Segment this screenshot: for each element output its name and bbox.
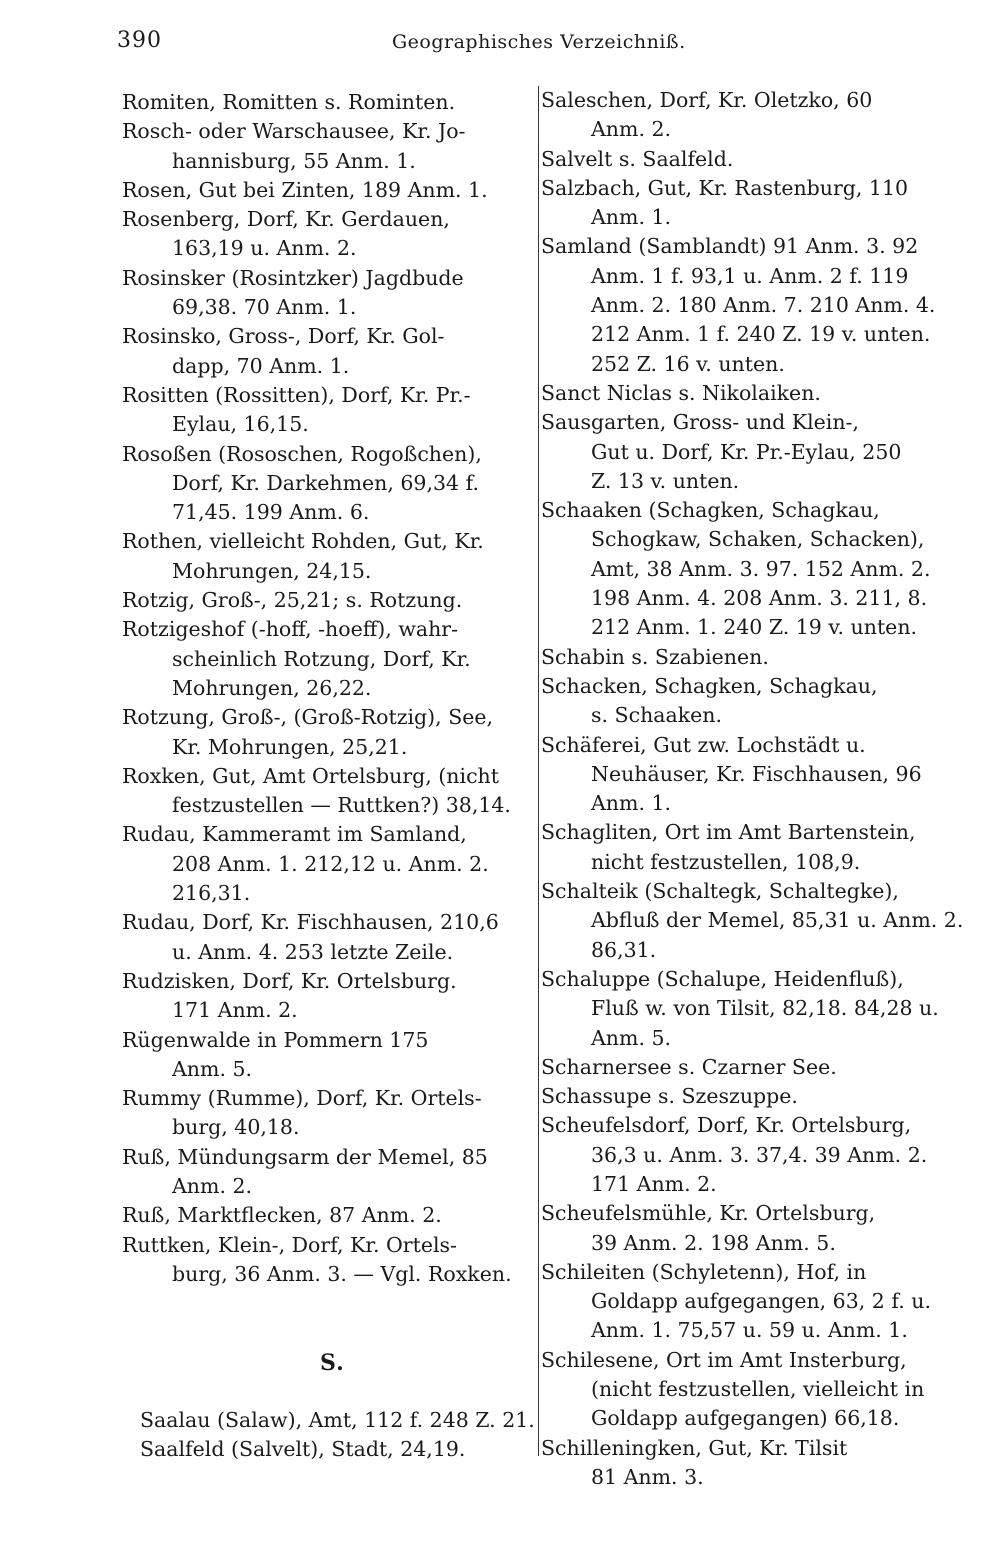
entry-line: Rosch- oder Warschausee, Kr. Jo- bbox=[122, 119, 466, 144]
entry-continuation: 198 Anm. 4. 208 Anm. 3. 211, 8. bbox=[591, 586, 928, 611]
index-entry bbox=[122, 703, 532, 762]
entry-continuation: u. Anm. 4. 253 letzte Zeile. bbox=[172, 939, 454, 964]
index-entry bbox=[541, 1258, 950, 1346]
entry-line: Samland (Samblandt) 91 Anm. 3. 92 bbox=[541, 234, 919, 259]
index-entry bbox=[122, 527, 532, 586]
index-entry bbox=[122, 908, 532, 967]
index-entry bbox=[541, 672, 950, 731]
entry-continuation: Anm. 1 f. 93,1 u. Anm. 2 f. 119 bbox=[591, 263, 909, 288]
entry-continuation: 69,38. 70 Anm. 1. bbox=[172, 295, 357, 320]
section-letter: S. bbox=[320, 1350, 345, 1376]
entry-continuation: burg, 36 Anm. 3. — Vgl. Roxken. bbox=[172, 1261, 512, 1286]
entry-line: Rosen, Gut bei Zinten, 189 Anm. 1. bbox=[122, 177, 488, 202]
entry-continuation: Goldapp aufgegangen, 63, 2 f. u. bbox=[591, 1289, 931, 1314]
entry-continuation: 86,31. bbox=[591, 937, 657, 962]
entry-continuation: burg, 40,18. bbox=[172, 1115, 300, 1140]
index-entry bbox=[122, 1231, 532, 1290]
entry-continuation: 252 Z. 16 v. unten. bbox=[591, 351, 785, 376]
entry-continuation: (nicht festzustellen, vielleicht in bbox=[591, 1377, 925, 1402]
entry-line: Ruß, Mündungsarm der Memel, 85 bbox=[122, 1144, 488, 1169]
entry-continuation: Anm. 2. bbox=[172, 1173, 253, 1198]
entry-continuation: Anm. 5. bbox=[172, 1056, 253, 1081]
index-entry bbox=[541, 877, 964, 965]
page-number: 390 bbox=[117, 28, 162, 53]
entry-continuation: Anm. 2. bbox=[591, 117, 672, 142]
index-entry bbox=[122, 820, 532, 908]
entry-continuation: Dorf, Kr. Darkehmen, 69,34 f. bbox=[172, 470, 479, 495]
entry-continuation: Anm. 5. bbox=[591, 1025, 672, 1050]
index-entry bbox=[541, 1434, 950, 1493]
entry-line: Ruß, Marktflecken, 87 Anm. 2. bbox=[122, 1203, 442, 1228]
entry-line: Schaluppe (Schalupe, Heidenfluß), bbox=[541, 966, 904, 991]
entry-continuation: Mohrungen, 26,22. bbox=[172, 675, 372, 700]
index-entry bbox=[122, 264, 532, 323]
entry-continuation: 171 Anm. 2. bbox=[591, 1171, 717, 1196]
index-entry bbox=[541, 1111, 950, 1199]
index-entry bbox=[541, 145, 950, 174]
entry-continuation: hannisburg, 55 Anm. 1. bbox=[172, 148, 416, 173]
entry-continuation: s. Schaaken. bbox=[591, 703, 722, 728]
entry-line: Rotzung, Groß-, (Groß-Rotzig), See, bbox=[122, 705, 494, 730]
index-entry bbox=[122, 88, 532, 117]
index-entry bbox=[541, 379, 950, 408]
entry-continuation: 216,31. bbox=[172, 881, 251, 906]
entry-line: Schilesene, Ort im Amt Insterburg, bbox=[541, 1347, 907, 1372]
entry-continuation: 163,19 u. Anm. 2. bbox=[172, 236, 357, 261]
entry-continuation: Anm. 1. bbox=[591, 791, 672, 816]
entry-line: Rosenberg, Dorf, Kr. Gerdauen, bbox=[122, 207, 450, 232]
index-entry bbox=[541, 1053, 950, 1082]
entry-line: Salvelt s. Saalfeld. bbox=[541, 146, 734, 171]
entry-continuation: Anm. 1. 75,57 u. 59 u. Anm. 1. bbox=[591, 1318, 908, 1343]
index-entry bbox=[541, 731, 950, 819]
entry-line: Sanct Niclas s. Nikolaiken. bbox=[541, 380, 821, 405]
entry-line: Rotzigeshof (-hoff, -hoeff), wahr- bbox=[122, 617, 459, 642]
entry-line: Ruttken, Klein-, Dorf, Kr. Ortels- bbox=[122, 1232, 457, 1257]
entry-line: Rügenwalde in Pommern 175 bbox=[122, 1027, 429, 1052]
entry-line: Sausgarten, Gross- und Klein-, bbox=[541, 410, 859, 435]
entry-line: Schalteik (Schaltegk, Schaltegke), bbox=[541, 879, 899, 904]
index-entry bbox=[122, 1201, 532, 1230]
index-entry bbox=[122, 176, 532, 205]
entry-continuation: 81 Anm. 3. bbox=[591, 1464, 704, 1489]
entry-line: Romiten, Romitten s. Rominten. bbox=[122, 90, 456, 114]
index-entry bbox=[541, 1346, 950, 1434]
entry-line: Schilleningken, Gut, Kr. Tilsit bbox=[541, 1435, 848, 1460]
page-header bbox=[0, 28, 1000, 62]
index-entry bbox=[122, 762, 532, 821]
entry-continuation: Abfluß der Memel, 85,31 u. Anm. 2. bbox=[591, 908, 964, 933]
entry-continuation: Amt, 38 Anm. 3. 97. 152 Anm. 2. bbox=[591, 556, 931, 581]
index-entry bbox=[140, 1406, 540, 1435]
index-entry bbox=[122, 615, 532, 703]
index-entry bbox=[122, 1143, 532, 1202]
entry-continuation: 212 Anm. 1 f. 240 Z. 19 v. unten. bbox=[591, 322, 931, 347]
entry-line: Schileiten (Schyletenn), Hof, in bbox=[541, 1259, 867, 1284]
entry-continuation: Schogkaw, Schaken, Schacken), bbox=[591, 527, 925, 552]
entry-line: Scheufelsdorf, Dorf, Kr. Ortelsburg, bbox=[541, 1113, 912, 1138]
left-column bbox=[122, 88, 532, 1289]
entry-continuation: Anm. 1. bbox=[591, 205, 672, 230]
entry-line: Schäferei, Gut zw. Lochstädt u. bbox=[541, 732, 866, 757]
index-entry bbox=[122, 205, 532, 264]
entry-continuation: 36,3 u. Anm. 3. 37,4. 39 Anm. 2. bbox=[591, 1142, 928, 1167]
entry-line: Roxken, Gut, Amt Ortelsburg, (nicht bbox=[122, 763, 499, 788]
entry-line: Rothen, vielleicht Rohden, Gut, Kr. bbox=[122, 529, 484, 554]
entry-continuation: 71,45. 199 Anm. 6. bbox=[172, 500, 370, 525]
index-entry bbox=[122, 1084, 532, 1143]
entry-line: Saleschen, Dorf, Kr. Oletzko, 60 bbox=[541, 88, 873, 112]
entry-continuation: scheinlich Rotzung, Dorf, Kr. bbox=[172, 646, 471, 671]
entry-line: Rudau, Dorf, Kr. Fischhausen, 210,6 bbox=[122, 910, 499, 935]
entry-line: Rotzig, Groß-, 25,21; s. Rotzung. bbox=[122, 588, 463, 613]
entry-line: Schaaken (Schagken, Schagkau, bbox=[541, 498, 880, 523]
index-entry bbox=[140, 1435, 540, 1464]
index-entry bbox=[541, 818, 950, 877]
entry-line: Rudzisken, Dorf, Kr. Ortelsburg. bbox=[122, 968, 457, 993]
index-entry bbox=[122, 322, 532, 381]
entry-line: Schassupe s. Szeszuppe. bbox=[541, 1084, 798, 1109]
entry-continuation: 39 Anm. 2. 198 Anm. 5. bbox=[591, 1230, 836, 1255]
entry-line: Schacken, Schagken, Schagkau, bbox=[541, 673, 878, 698]
entry-line: Rosinsko, Gross-, Dorf, Kr. Gol- bbox=[122, 324, 445, 349]
entry-line: Scheufelsmühle, Kr. Ortelsburg, bbox=[541, 1201, 876, 1226]
entry-line: Rosinsker (Rosintzker) Jagdbude bbox=[122, 265, 464, 290]
entry-line: Rosoßen (Rososchen, Rogoßchen), bbox=[122, 441, 482, 466]
entry-continuation: festzustellen — Ruttken?) 38,14. bbox=[172, 793, 511, 818]
index-entry bbox=[541, 408, 950, 496]
entry-line: Schagliten, Ort im Amt Bartenstein, bbox=[541, 820, 916, 845]
entry-line: Schabin s. Szabienen. bbox=[541, 644, 769, 669]
entry-line: Rudau, Kammeramt im Samland, bbox=[122, 822, 467, 847]
entry-continuation: Neuhäuser, Kr. Fischhausen, 96 bbox=[591, 761, 922, 786]
index-entry bbox=[122, 967, 532, 1026]
entry-continuation: Anm. 2. 180 Anm. 7. 210 Anm. 4. bbox=[591, 293, 936, 318]
index-entry bbox=[541, 965, 950, 1053]
entry-line: Saalau (Salaw), Amt, 112 f. 248 Z. 21. bbox=[140, 1408, 535, 1432]
entry-continuation: Mohrungen, 24,15. bbox=[172, 558, 372, 583]
entry-continuation: dapp, 70 Anm. 1. bbox=[172, 353, 350, 378]
index-entry bbox=[122, 586, 532, 615]
entry-line: Salzbach, Gut, Kr. Rastenburg, 110 bbox=[541, 175, 909, 200]
entry-continuation: Eylau, 16,15. bbox=[172, 412, 309, 437]
index-entry bbox=[122, 1026, 532, 1085]
index-entry bbox=[122, 117, 532, 176]
entry-line: Scharnersee s. Czarner See. bbox=[541, 1054, 837, 1079]
entry-line: Saalfeld (Salvelt), Stadt, 24,19. bbox=[140, 1437, 466, 1462]
left-column-tail bbox=[140, 1406, 540, 1465]
entry-continuation: Z. 13 v. unten. bbox=[591, 468, 740, 493]
entry-continuation: 208 Anm. 1. 212,12 u. Anm. 2. bbox=[172, 851, 489, 876]
entry-continuation: nicht festzustellen, 108,9. bbox=[591, 849, 861, 874]
index-entry bbox=[122, 381, 532, 440]
index-entry bbox=[541, 232, 950, 378]
column-divider bbox=[538, 86, 539, 1456]
entry-line: Rositten (Rossitten), Dorf, Kr. Pr.- bbox=[122, 382, 471, 407]
index-entry bbox=[541, 1082, 950, 1111]
index-entry bbox=[541, 496, 950, 642]
right-column bbox=[541, 86, 964, 1492]
entry-continuation: 171 Anm. 2. bbox=[172, 998, 298, 1023]
index-entry bbox=[541, 174, 950, 233]
index-entry bbox=[122, 440, 532, 528]
index-entry bbox=[541, 86, 950, 145]
entry-continuation: Gut u. Dorf, Kr. Pr.-Eylau, 250 bbox=[591, 439, 902, 464]
entry-continuation: Fluß w. von Tilsit, 82,18. 84,28 u. bbox=[591, 996, 939, 1021]
running-head: Geographisches Verzeichniß. bbox=[392, 31, 686, 53]
index-entry bbox=[541, 643, 950, 672]
entry-line: Rummy (Rumme), Dorf, Kr. Ortels- bbox=[122, 1086, 482, 1111]
index-entry bbox=[541, 1199, 950, 1258]
entry-continuation: 212 Anm. 1. 240 Z. 19 v. unten. bbox=[591, 615, 918, 640]
entry-continuation: Goldapp aufgegangen) 66,18. bbox=[591, 1406, 900, 1431]
entry-continuation: Kr. Mohrungen, 25,21. bbox=[172, 734, 408, 759]
